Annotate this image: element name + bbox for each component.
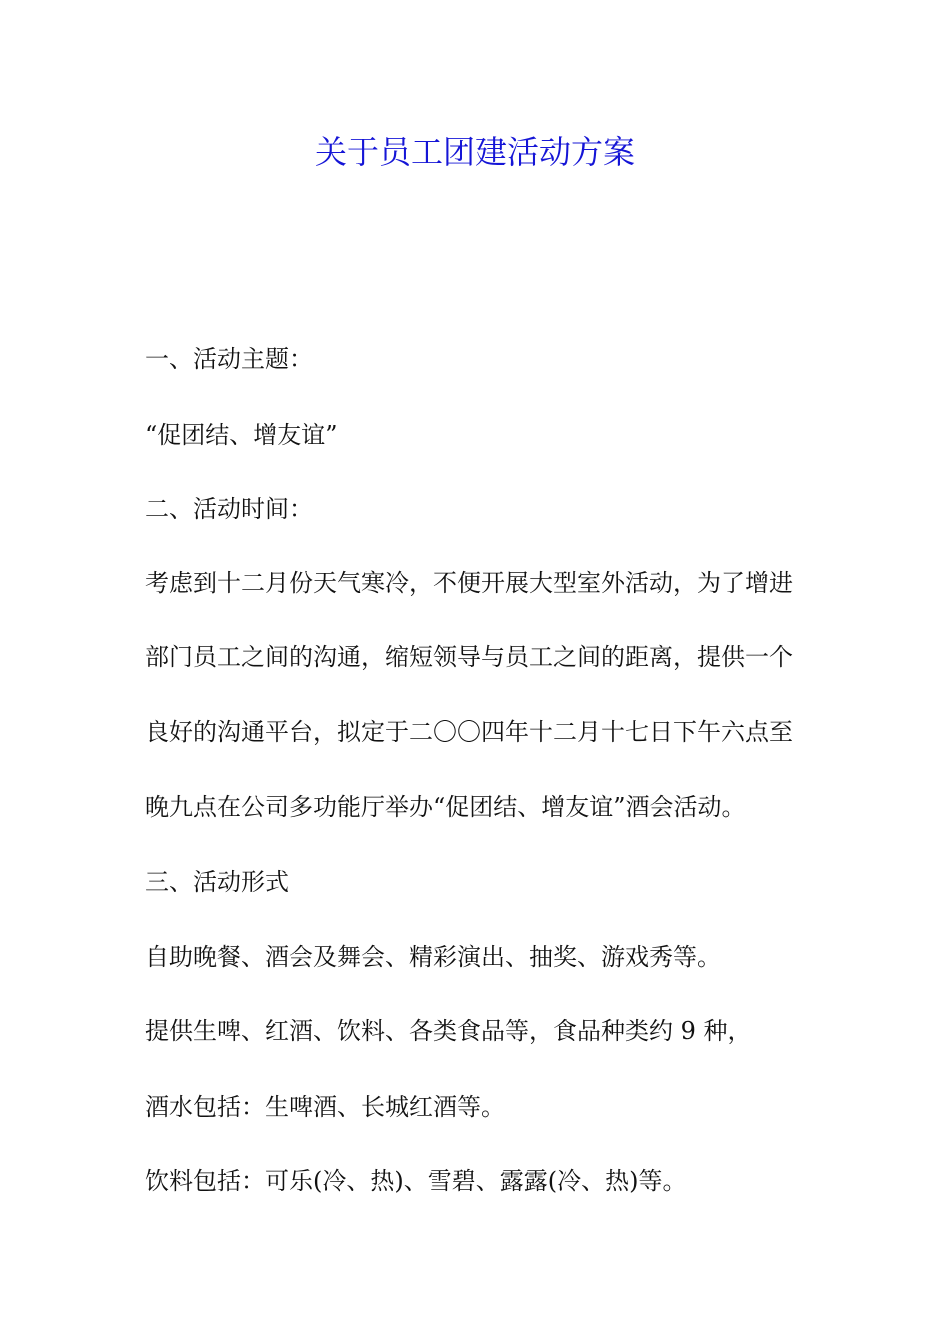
paragraph-format-drinks: 酒水包括：生啤酒、长城红酒等。 bbox=[145, 1093, 505, 1121]
paragraph-time-line-2: 部门员工之间的沟通，缩短领导与员工之间的距离，提供一个 bbox=[145, 643, 793, 671]
section-heading-format: 三、活动形式 bbox=[145, 868, 289, 896]
section-heading-time: 二、活动时间： bbox=[145, 495, 313, 523]
section-heading-theme: 一、活动主题： bbox=[145, 345, 313, 373]
paragraph-format-food: 提供生啤、红酒、饮料、各类食品等，食品种类约 9 种， bbox=[145, 1017, 752, 1045]
document-title: 关于员工团建活动方案 bbox=[314, 133, 635, 171]
paragraph-format-activities: 自助晚餐、酒会及舞会、精彩演出、抽奖、游戏秀等。 bbox=[145, 943, 721, 971]
paragraph-format-beverages: 饮料包括：可乐(冷、热)、雪碧、露露(冷、热)等。 bbox=[145, 1167, 687, 1195]
paragraph-time-line-3: 良好的沟通平台，拟定于二〇〇四年十二月十七日下午六点至 bbox=[145, 718, 793, 746]
paragraph-theme-slogan: “促团结、增友谊” bbox=[145, 421, 338, 449]
paragraph-time-line-1: 考虑到十二月份天气寒冷，不便开展大型室外活动，为了增进 bbox=[145, 569, 793, 597]
paragraph-time-line-4: 晚九点在公司多功能厅举办“促团结、增友谊”酒会活动。 bbox=[145, 793, 746, 821]
